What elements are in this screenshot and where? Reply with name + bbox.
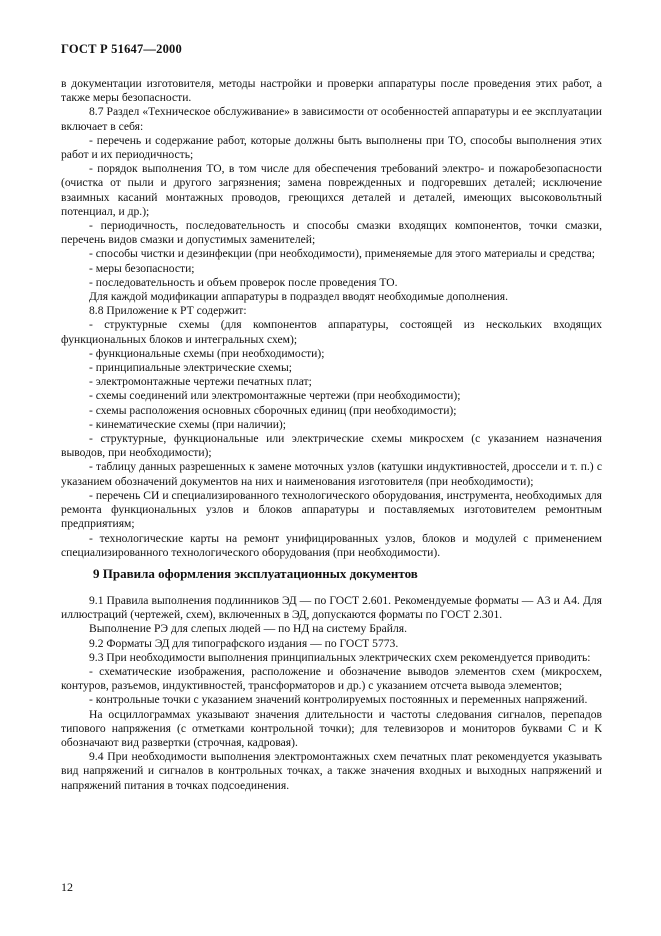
- paragraph: - структурные, функциональные или электрические схемы микросхем (с указанием назначения выводов, при необходимости);: [61, 432, 602, 460]
- paragraph: Выполнение РЭ для слепых людей — по НД на систему Брайля.: [89, 622, 408, 636]
- paragraph: - схемы расположения основных сборочных единиц (при необходимости);: [89, 403, 457, 417]
- paragraph: - схемы соединений или электромонтажные чертежи (при необходимости);: [89, 389, 461, 403]
- paragraph: - последовательность и объем проверок после проведения ТО.: [89, 275, 398, 289]
- paragraph: Для каждой модификации аппаратуры в подраздел вводят необходимые дополнения.: [89, 290, 508, 304]
- paragraph: - контрольные точки с указанием значений контролируемых постоянных и переменных напряжений.: [89, 693, 588, 707]
- paragraph: - электромонтажные чертежи печатных плат;: [89, 375, 312, 389]
- page-number: 12: [61, 880, 73, 894]
- paragraph: На осциллограммах указывают значения длительности и частоты следования сигналов, перепадов типового напряжения (с отметками контрольной точки); для телевизоров и мониторов буквами С и К обозначают вид развертки (строчная, кадровая).: [61, 707, 602, 750]
- paragraph: - перечень и содержание работ, которые должны быть выполнены при ТО, способы выполнения этих работ и их периодичность;: [61, 133, 602, 162]
- paragraph: 8.8 Приложение к РТ содержит:: [89, 304, 247, 318]
- paragraph: 8.7 Раздел «Техническое обслуживание» в зависимости от особенностей аппаратуры и ее эксплуатации включает в себя:: [61, 105, 602, 133]
- paragraph: - схематические изображения, расположение и обозначение выводов элементов схем (микросхем, контуров, разъемов, индуктивностей, трансформаторов и др.) с указанием отсчета вывода элементов;: [61, 665, 602, 693]
- paragraph: - порядок выполнения ТО, в том числе для обеспечения требований электро- и пожаробезопасности (очистка от пыли и другого загрязнения; замена поврежденных и подгоревших деталей; исключение взаимных касаний монтажных проводов, греющихся деталей и деталей, имеющих высоковольтный потенциал, и др.);: [61, 162, 602, 218]
- paragraph: - меры безопасности;: [89, 261, 195, 275]
- section-9-heading: 9 Правила оформления эксплуатационных документов: [93, 566, 418, 581]
- paragraph: - перечень СИ и специализированного технологического оборудования, инструмента, необходимых для ремонта функциональных узлов и блоков аппаратуры и поставляемых изготовителем ремонтным предприятиям;: [61, 488, 602, 531]
- paragraph: 9.2 Форматы ЭД для типографского издания — по ГОСТ 5773.: [89, 636, 399, 650]
- section-8-text: [61, 77, 602, 560]
- paragraph: - технологические карты на ремонт унифицированных узлов, блоков и модулей с применением специализированного технологического оборудования (при необходимости).: [61, 531, 602, 559]
- paragraph: 9.3 При необходимости выполнения принципиальных электрических схем рекомендуется приводить:: [89, 650, 591, 664]
- paragraph: в документации изготовителя, методы настройки и проверки аппаратуры после проведения этих работ, а также меры безопасности.: [61, 77, 602, 105]
- standard-header: ГОСТ Р 51647—2000: [61, 42, 182, 56]
- paragraph: - кинематические схемы (при наличии);: [89, 417, 287, 431]
- section-9-text: [61, 594, 602, 793]
- paragraph: - периодичность, последовательность и способы смазки входящих компонентов, точки смазки, перечень видов смазки и допустимых заменителей;: [61, 219, 602, 247]
- paragraph: - принципиальные электрические схемы;: [89, 361, 293, 375]
- paragraph: 9.4 При необходимости выполнения электромонтажных схем печатных плат рекомендуется указывать вид напряжений и сигналов в контрольных точках, а также значения входных и выходных напряжений и напряжений питания в точках подсоединения.: [61, 750, 602, 792]
- paragraph: - таблицу данных разрешенных к замене моточных узлов (катушки индуктивностей, дроссели и т. п.) с указанием обозначений документов на них и наименования изготовителя (при необходимости);: [61, 460, 602, 488]
- paragraph: - способы чистки и дезинфекции (при необходимости), применяемые для этого материалы и средства;: [89, 247, 595, 261]
- paragraph: - структурные схемы (для компонентов аппаратуры, состоящей из нескольких входящих функциональных блоков и интегральных схем);: [61, 318, 602, 346]
- paragraph: 9.1 Правила выполнения подлинников ЭД — по ГОСТ 2.601. Рекомендуемые форматы — А3 и А4. Для иллюстраций (чертежей, схем), включенных в ЭД, допускаются форматы по ГОСТ 2.301.: [61, 594, 602, 622]
- paragraph: - функциональные схемы (при необходимости);: [89, 346, 325, 360]
